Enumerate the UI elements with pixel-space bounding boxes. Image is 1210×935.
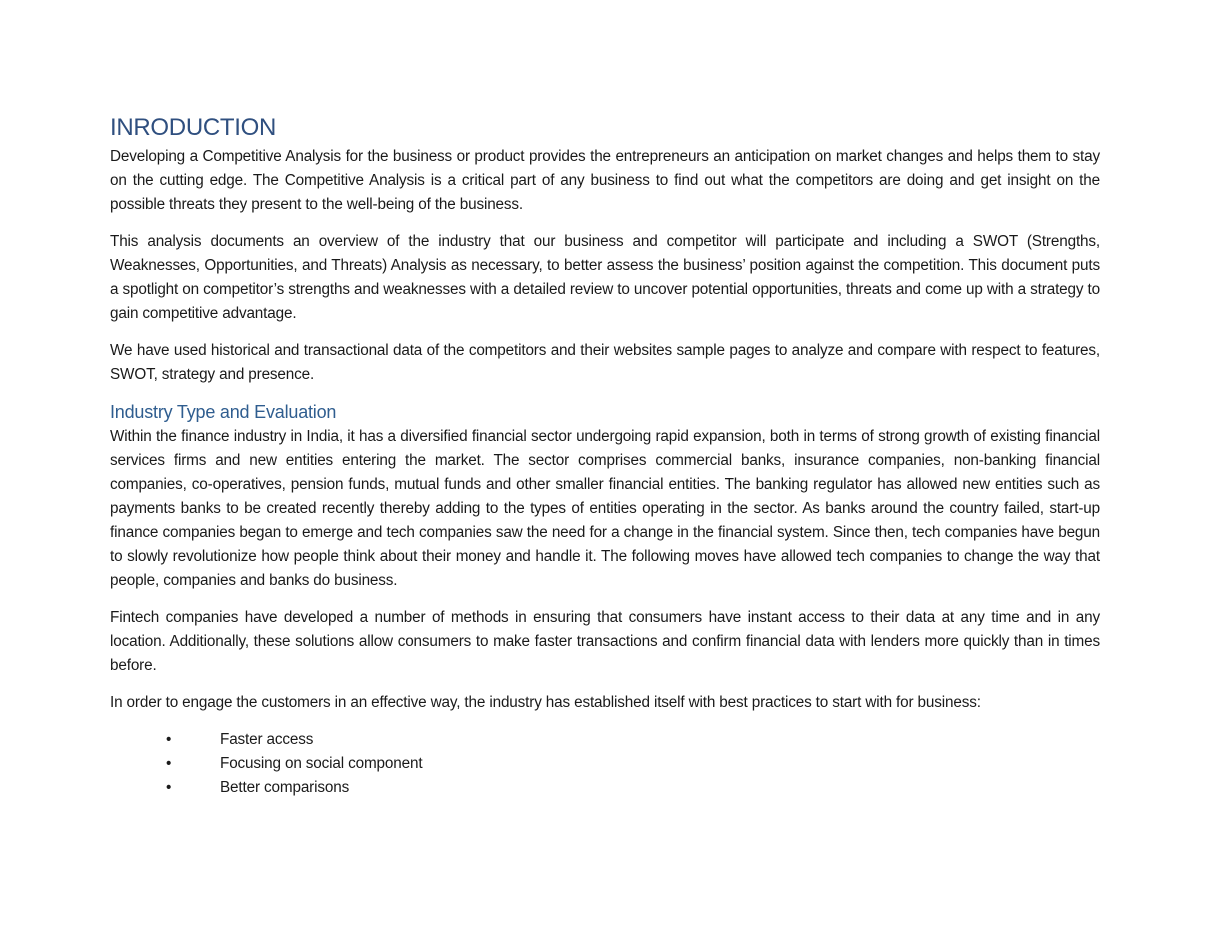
industry-paragraph-1: Within the finance industry in India, it has a diversified financial sector undergoing rapid expansion, both in terms of strong growth of existing financial services firms and new entities entering the market. The sector comprises commercial banks, insurance companies, non-banking financial companies, co-operatives, pension funds, mutual funds and other smaller financial entities. The banking regulator has allowed new entities such as payments banks to be created recently thereby adding to the types of entities operating in the sector. As banks around the country failed, start-up finance companies began to emerge and tech companies saw the need for a change in the financial system. Since then, tech companies have begun to slowly revolutionize how people think about their money and handle it. The following moves have allowed tech companies to change the way that people, companies and banks do business. [110, 428, 1100, 589]
intro-paragraph-3: We have used historical and transactional data of the competitors and their websites sample pages to analyze and compare with respect to features, SWOT, strategy and presence. [110, 342, 1100, 383]
list-item-text: Faster access [220, 731, 314, 748]
intro-paragraph-2: This analysis documents an overview of the industry that our business and competitor will participate and including a SWOT (Strengths, Weaknesses, Opportunities, and Threats) Analysis as necessary, to better assess the business’ position against the competition. This document puts a spotlight on competitor’s strengths and weaknesses with a detailed review to uncover potential opportunities, threats and come up with a strategy to gain competitive advantage. [110, 233, 1100, 322]
best-practices-list [110, 728, 1100, 800]
bullet-icon: • [166, 755, 172, 772]
subheading-industry-type: Industry Type and Evaluation [110, 402, 337, 422]
list-item-text: Better comparisons [220, 779, 350, 796]
document-page [110, 112, 1100, 800]
bullet-icon: • [166, 779, 172, 796]
bullet-icon: • [166, 731, 172, 748]
list-item [110, 752, 1100, 776]
list-item [110, 776, 1100, 800]
intro-paragraph-1: Developing a Competitive Analysis for the business or product provides the entrepreneurs an anticipation on market changes and helps them to stay on the cutting edge. The Competitive Analysis is a critical part of any business to find out what the competitors are doing and get insight on the possible threats they present to the well-being of the business. [110, 148, 1100, 213]
list-item-text: Focusing on social component [220, 755, 423, 772]
industry-paragraph-3: In order to engage the customers in an effective way, the industry has established itself with best practices to start with for business: [110, 694, 981, 711]
list-item [110, 728, 1100, 752]
section-heading-introduction: INRODUCTION [110, 114, 277, 141]
industry-paragraph-2: Fintech companies have developed a number of methods in ensuring that consumers have instant access to their data at any time and in any location. Additionally, these solutions allow consumers to make faster transactions and confirm financial data with lenders more quickly than in times before. [110, 609, 1100, 674]
